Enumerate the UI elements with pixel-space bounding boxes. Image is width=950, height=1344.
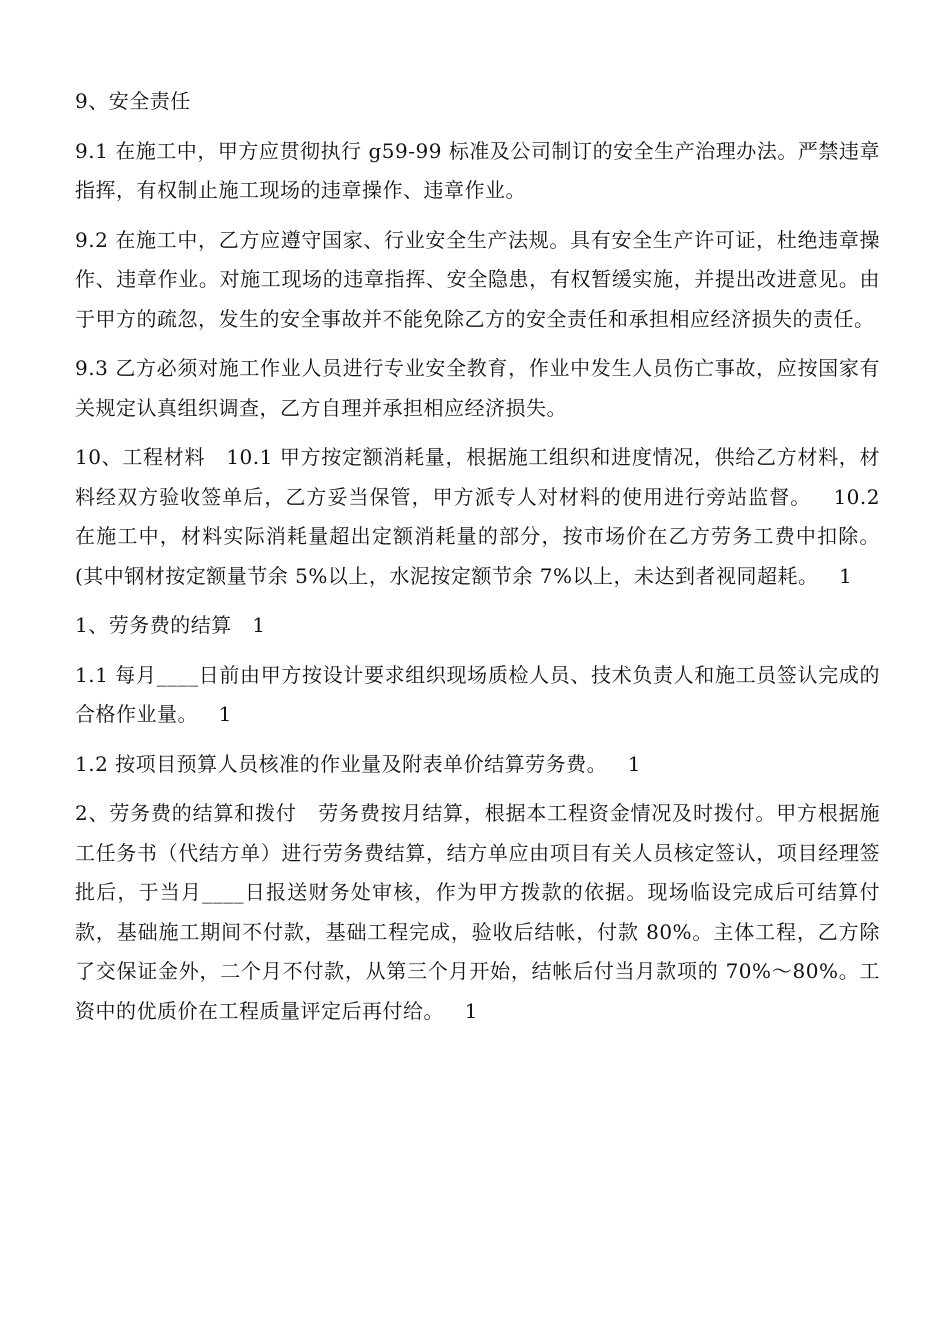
- document-body: [75, 82, 887, 1041]
- clause-1-1: 1.1 每月____日前由甲方按设计要求组织现场质检人员、技术负责人和施工员签认完成的合格作业量。 1: [75, 662, 880, 726]
- section-settlement-payment: 2、劳务费的结算和拨付 劳务费按月结算，根据本工程资金情况及时拨付。甲方根据施工任务书（代结方单）进行劳务费结算，结方单应由项目有关人员核定签认，项目经理签批后，于当月____日报送财务处审核，作为甲方拨款的依据。现场临设完成后可结算付款，基础施工期间不付款，基础工程完成，验收后结帐，付款 80%。主体工程，乙方除了交保证金外，二个月不付款，从第三个月开始，结帐后付当月款项的 70%～80%。工资中的优质价在工程质量评定后再付给。 1: [75, 801, 880, 1023]
- clause-1-2: 1.2 按项目预算人员核准的作业量及附表单价结算劳务费。 1: [75, 751, 641, 776]
- section-materials: 10、工程材料 10.1 甲方按定额消耗量，根据施工组织和进度情况，供给乙方材料，材料经双方验收签单后，乙方妥当保管，甲方派专人对材料的使用进行旁站监督。 10.2 在施工中，材料实际消耗量超出定额消耗量的部分，按市场价在乙方劳务工费中扣除。(其中钢材按定额量节余 5%以上，水泥按定额节余 7%以上，未达到者视同超耗。 1: [75, 445, 887, 588]
- clause-9-1: 9.1 在施工中，甲方应贯彻执行 g59-99 标准及公司制订的安全生产治理办法。严禁违章指挥，有权制止施工现场的违章操作、违章作业。: [75, 138, 880, 202]
- clause-9-3: 9.3 乙方必须对施工作业人员进行专业安全教育，作业中发生人员伤亡事故，应按国家有关规定认真组织调查，乙方自理并承担相应经济损失。: [75, 356, 880, 420]
- section-heading-safety: 9、安全责任: [75, 89, 191, 113]
- clause-9-2: 9.2 在施工中，乙方应遵守国家、行业安全生产法规。具有安全生产许可证，杜绝违章操作、违章作业。对施工现场的违章指挥、安全隐患，有权暂缓实施，并提出改进意见。由于甲方的疏忽，发生的安全事故并不能免除乙方的安全责任和承担相应经济损失的责任。: [75, 227, 880, 331]
- section-labor-settlement: 1、劳务费的结算 1: [75, 613, 266, 637]
